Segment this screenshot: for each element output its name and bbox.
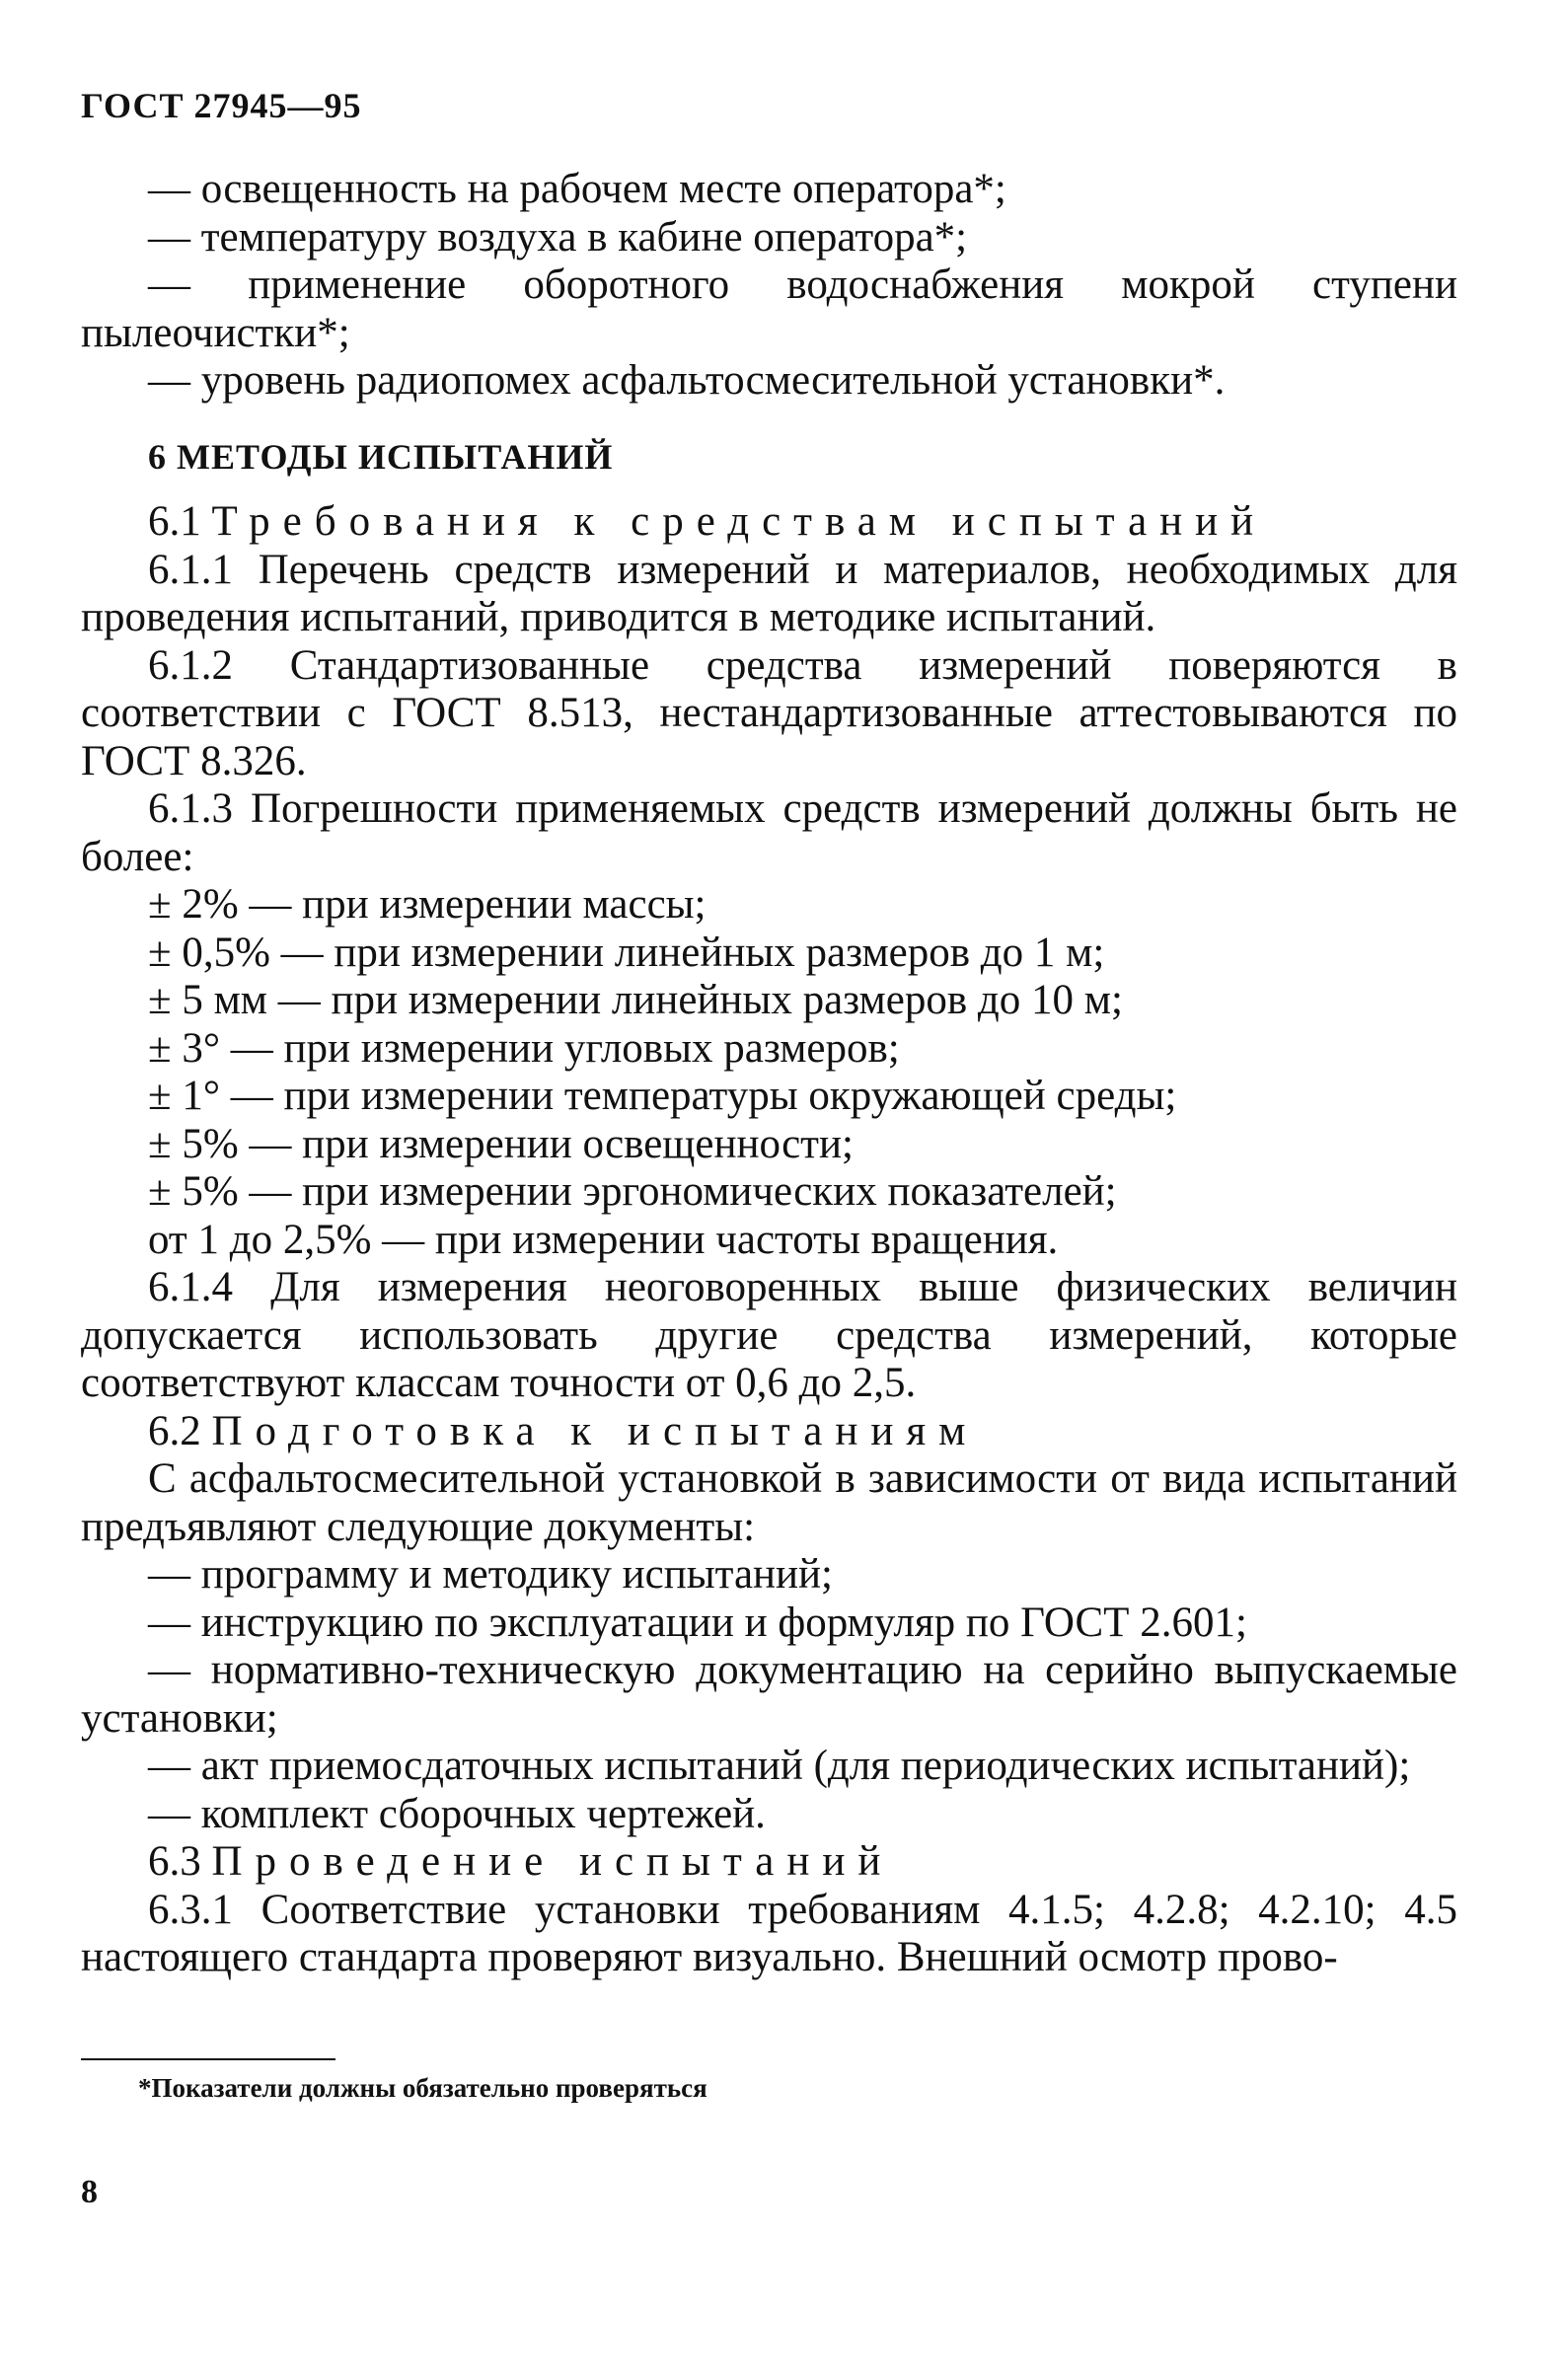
subsection-number: 6.1 (148, 498, 201, 545)
paragraph-6-1-2: 6.1.2 Стандартизованные средства измерений поверяются в соответствии с ГОСТ 8.513, нестандартизованные аттестовываются по ГОСТ 8.326. (81, 641, 1457, 784)
list-item: — освещенность на рабочем месте оператора*; (148, 166, 1006, 212)
subsection-title: Проведение испытаний (211, 1838, 894, 1885)
footnote-divider (81, 2058, 335, 2060)
subsection-title: Подготовка к испытаниям (211, 1407, 979, 1454)
list-item: — нормативно-техническую документацию на серийно выпускаемые установки; (81, 1647, 1457, 1742)
tolerance-item: ± 3° — при измерении угловых размеров; (148, 1024, 900, 1072)
tolerance-item: ± 5% — при измерении освещенности; (148, 1120, 854, 1167)
tolerance-item: ± 5% — при измерении эргономических показателей; (148, 1168, 1117, 1215)
list-item: — уровень радиопомех асфальтосмесительной установки*. (148, 357, 1226, 404)
subsection-number: 6.2 (148, 1407, 201, 1454)
page-number: 8 (81, 2174, 98, 2210)
tolerance-item: ± 0,5% — при измерении линейных размеров до 1 м; (148, 929, 1105, 976)
tolerance-item: от 1 до 2,5% — при измерении частоты вращения. (148, 1216, 1059, 1263)
list-item: — акт приемосдаточных испытаний (для периодических испытаний); (148, 1743, 1411, 1789)
subsection-title: Требования к средствам испытаний (211, 498, 1267, 545)
tolerance-item: ± 1° — при измерении температуры окружающей среды; (148, 1073, 1177, 1119)
paragraph-6-1-1: 6.1.1 Перечень средств измерений и материалов, необходимых для проведения испытаний, приводится в методике испытаний. (81, 546, 1457, 640)
paragraph-6-1-3: 6.1.3 Погрешности применяемых средств измерений должны быть не более: (81, 785, 1457, 880)
paragraph-6-2-intro: С асфальтосмесительной установкой в зависимости от вида испытаний предъявляют следующие документы: (81, 1455, 1457, 1550)
page-body (81, 166, 1457, 1982)
tolerance-item: ± 5 мм — при измерении линейных размеров до 10 м; (148, 977, 1123, 1023)
paragraph-6-1-4: 6.1.4 Для измерения неоговоренных выше физических величин допускается использовать другие средства измерений, которые соответствуют классам точности от 0,6 до 2,5. (81, 1264, 1457, 1406)
section-heading: 6 МЕТОДЫ ИСПЫТАНИЙ (148, 436, 614, 477)
paragraph-6-3-1: 6.3.1 Соответствие установки требованиям 4.1.5; 4.2.8; 4.2.10; 4.5 настоящего стандарта проверяют визуально. Внешний осмотр прово- (81, 1886, 1457, 1980)
document-code: ГОСТ 27945—95 (81, 86, 362, 125)
subsection-heading-6-1 (81, 498, 1457, 547)
tolerance-item: ± 2% — при измерении массы; (148, 881, 707, 928)
list-item: — комплект сборочных чертежей. (148, 1790, 766, 1837)
subsection-number: 6.3 (148, 1838, 201, 1885)
footnote: *Показатели должны обязательно проверяться (138, 2073, 707, 2103)
list-item: — применение оборотного водоснабжения мокрой ступени пылеочистки*; (81, 261, 1457, 356)
list-item: — температуру воздуха в кабине оператора*; (148, 213, 968, 260)
subsection-heading-6-3 (81, 1838, 1457, 1887)
list-item: — инструкцию по эксплуатации и формуляр по ГОСТ 2.601; (148, 1599, 1247, 1646)
list-item: — программу и методику испытаний; (148, 1551, 834, 1598)
subsection-heading-6-2 (81, 1408, 1457, 1456)
